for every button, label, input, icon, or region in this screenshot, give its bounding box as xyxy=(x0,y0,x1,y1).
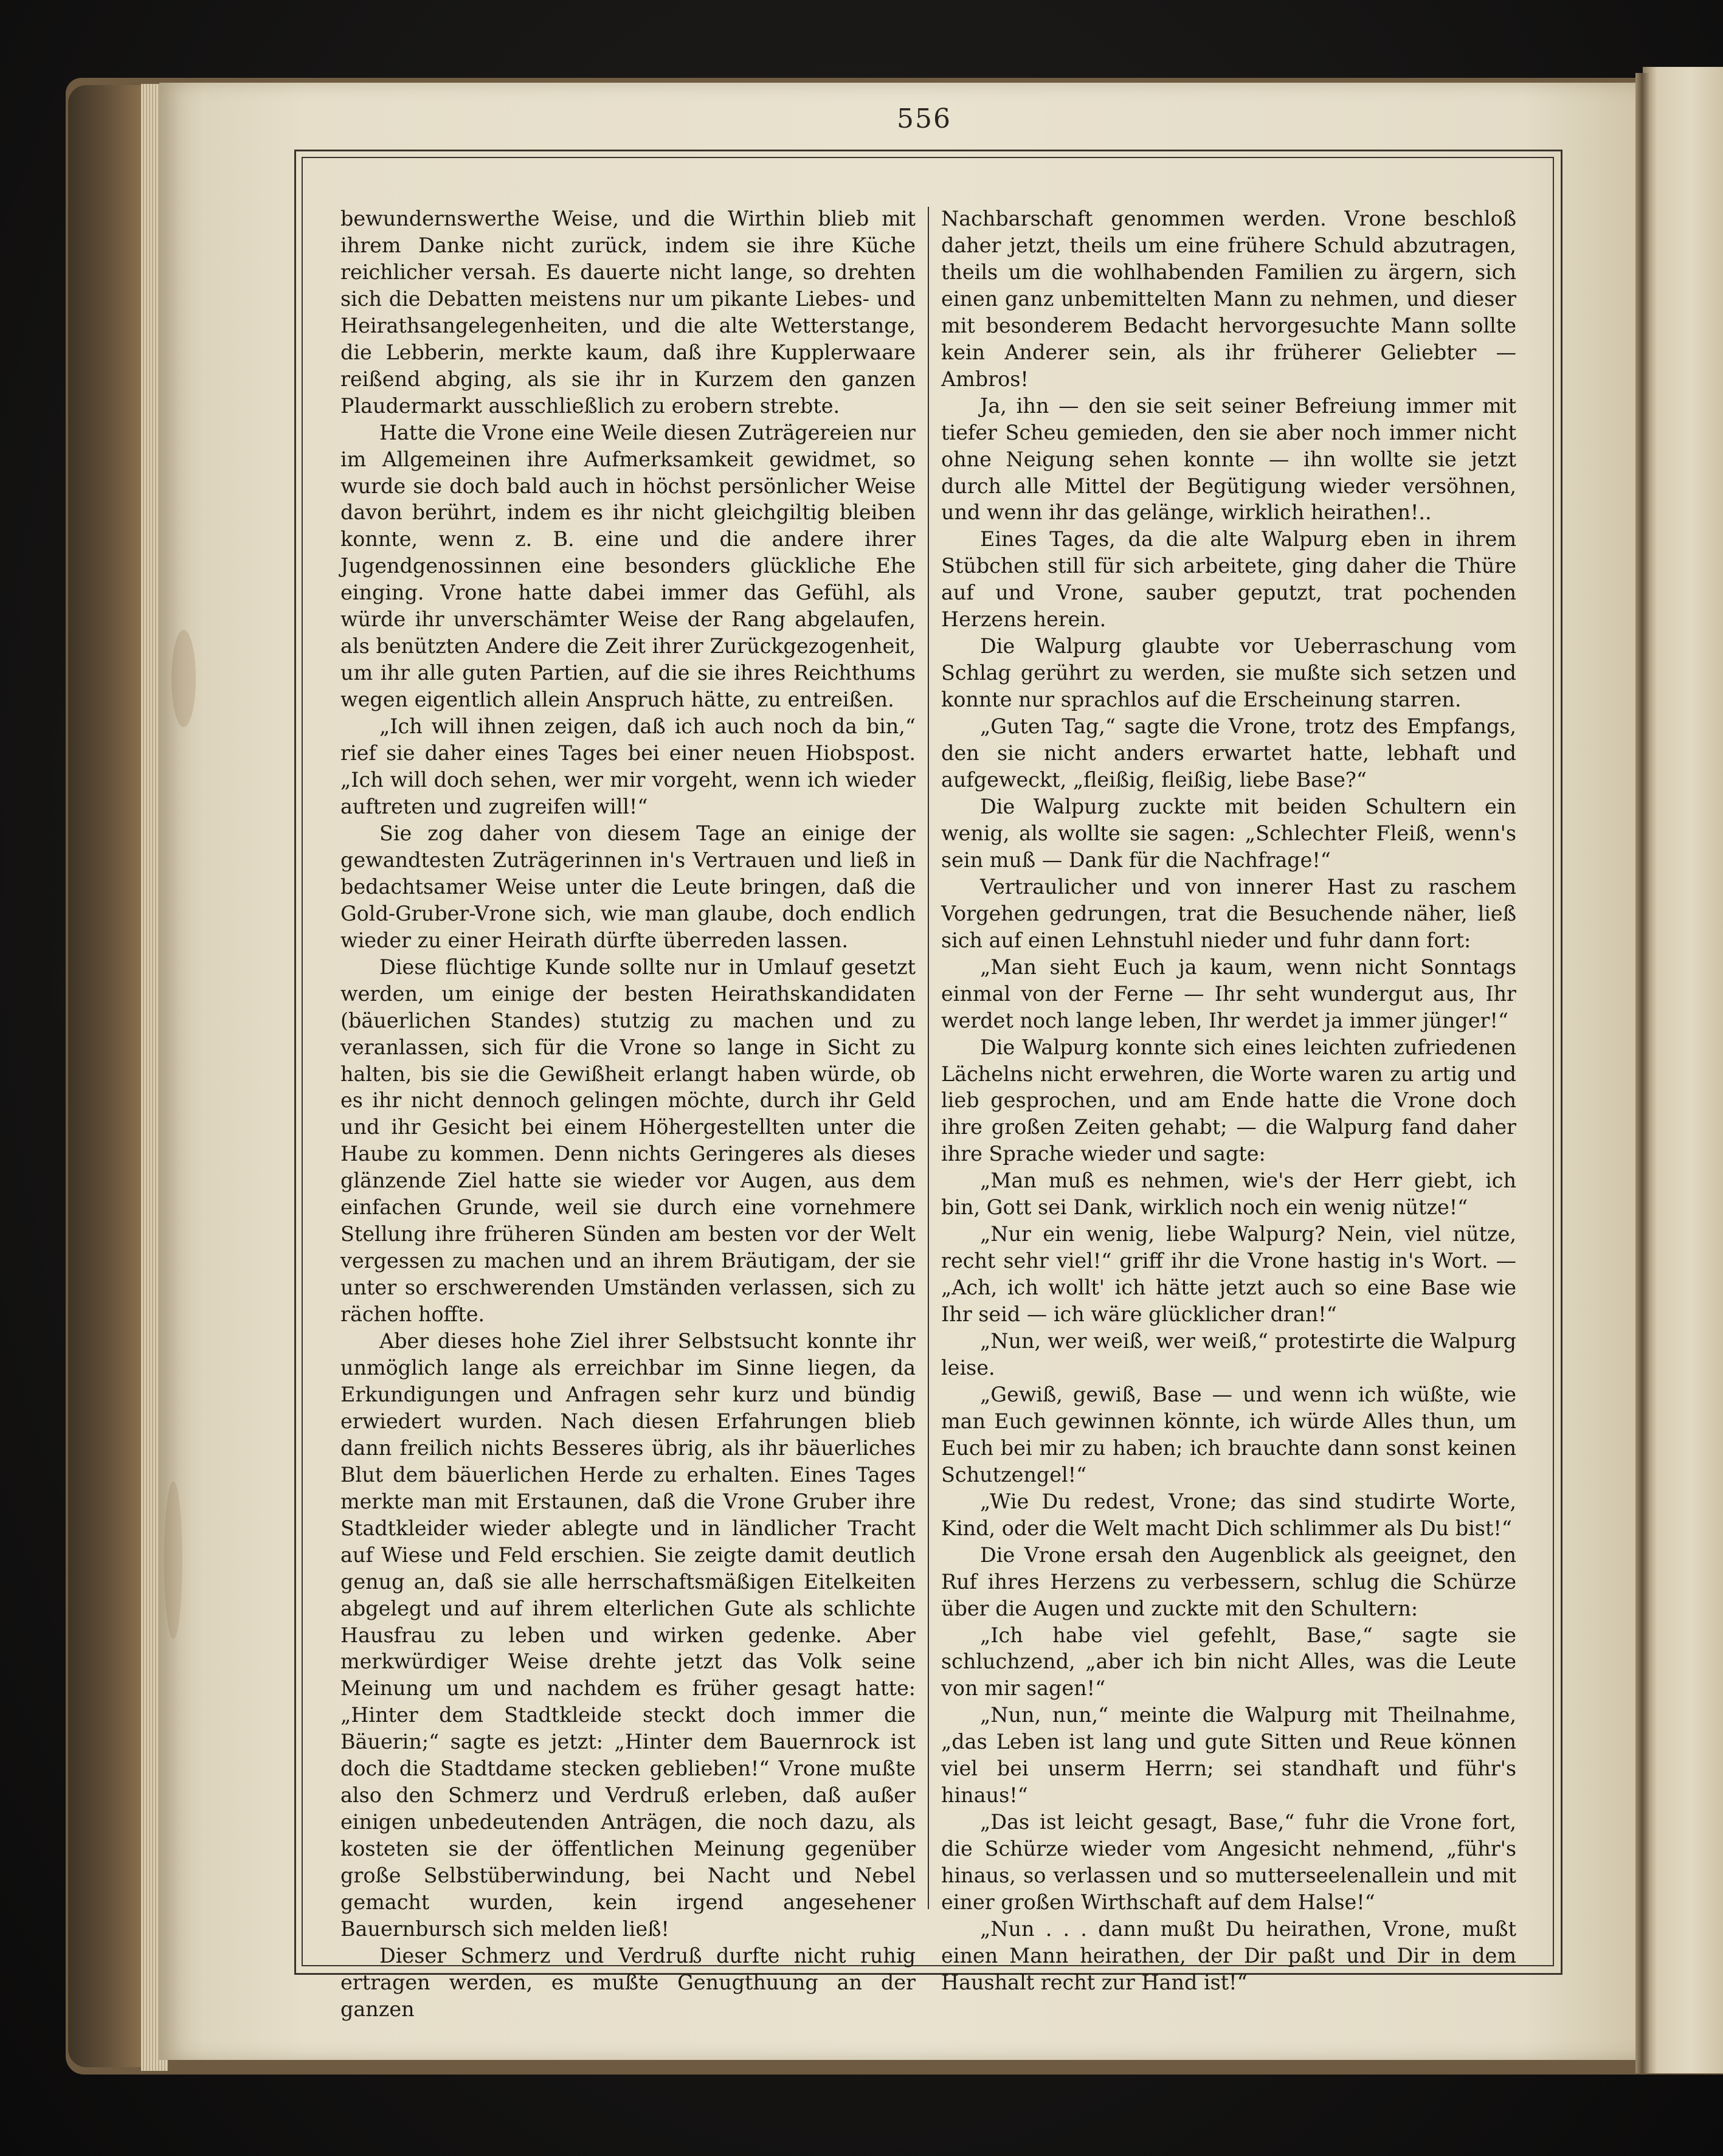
paragraph: Eines Tages, da die alte Walpurg eben in ihrem Stübchen still für sich arbeitete, ging daher die Thüre auf und Vrone, sauber geputzt, trat pochenden Herzens herein. xyxy=(941,527,1516,632)
page-number: 556 xyxy=(897,103,951,134)
paragraph: Die Walpurg zuckte mit beiden Schultern ein wenig, als wollte sie sagen: „Schlechter Fleiß, wenn's sein muß — Dank für die Nachfrage!“ xyxy=(941,794,1516,872)
paragraph: „Wie Du redest, Vrone; das sind studirte Worte, Kind, oder die Welt macht Dich schlimmer als Du bist!“ xyxy=(941,1489,1516,1540)
paragraph: Sie zog daher von diesem Tage an einige der gewandtesten Zuträgerinnen in's Vertrauen und ließ in bedachtsamer Weise unter die Leute bringen, daß die Gold-Gruber-Vrone sich, wie man glaube, doch endlich wieder zu einer Heirath dürfte überreden lassen. xyxy=(340,821,916,952)
paragraph: Diese flüchtige Kunde sollte nur in Umlauf gesetzt werden, um einige der besten Heirathskandidaten (bäuerlichen Standes) stutzig zu machen und zu veranlassen, sich für die Vrone so lange in Sicht zu halten, bis sie die Gewißheit erlangt haben würde, ob es ihr nicht dennoch gelingen möchte, durch ihr Geld und ihr Gesicht bei einem Höhergestellten unter die Haube zu kommen. Denn nichts Geringeres als dieses glänzende Ziel hatte sie wieder vor Augen, aus dem einfachen Grunde, weil sie durch eine vornehmere Stellung ihre früheren Sünden am besten vor der Welt vergessen zu machen und an ihrem Bräutigam, der sie unter so erschwerenden Umständen verlassen, sich zu rächen hoffte. xyxy=(340,955,916,1327)
paragraph: Die Walpurg glaubte vor Ueberraschung vom Schlag gerührt zu werden, sie mußte sich setzen und konnte nur sprachlos auf die Erscheinung starren. xyxy=(941,634,1516,712)
page-gutter xyxy=(1635,73,1649,2073)
paragraph: „Ich habe viel gefehlt, Base,“ sagte sie schluchzend, „aber ich bin nicht Alles, was die Leute von mir sagen!“ xyxy=(941,1623,1516,1701)
paragraph: „Man muß es nehmen, wie's der Herr giebt, ich bin, Gott sei Dank, wirklich noch ein wenig nütze!“ xyxy=(941,1169,1516,1220)
paragraph: Dieser Schmerz und Verdruß durfte nicht ruhig ertragen werden, es mußte Genugthuung an der ganzen xyxy=(340,1943,916,2021)
paragraph: „Nur ein wenig, liebe Walpurg? Nein, viel nütze, recht sehr viel!“ griff ihr die Vrone hastig in's Wort. — „Ach, ich wollt' ich hätte jetzt auch so eine Base wie Ihr seid — ich wäre glücklicher dran!“ xyxy=(941,1222,1516,1327)
paragraph: „Guten Tag,“ sagte die Vrone, trotz des Empfangs, den sie nicht anders erwartet hatte, lebhaft und aufgeweckt, „fleißig, fleißig, liebe Base?“ xyxy=(941,714,1516,792)
paragraph: „Man sieht Euch ja kaum, wenn nicht Sonntags einmal von der Ferne — Ihr seht wundergut aus, Ihr werdet noch lange leben, Ihr werdet ja immer jünger!“ xyxy=(941,955,1516,1032)
paragraph: Die Vrone ersah den Augenblick als geeignet, den Ruf ihres Herzens zu verbessern, schlug die Schürze über die Augen und zuckte mit den Schultern: xyxy=(941,1543,1516,1620)
paragraph: Hatte die Vrone eine Weile diesen Zuträgereien nur im Allgemeinen ihre Aufmerksamkeit gewidmet, so wurde sie doch bald auch in höchst persönlicher Weise davon berührt, indem es ihr nicht gleichgiltig bleiben konnte, wenn z. B. eine und die andere ihrer Jugendgenossinnen eine besonders glückliche Ehe einging. Vrone hatte dabei immer das Gefühl, als würde ihr unverschämter Weise der Rang abgelaufen, als benützten Andere die Zeit ihrer Zurückgezogenheit, um ihr alle guten Partien, auf die sie ihres Reichthums wegen eigentlich allein Anspruch hätte, zu entreißen. xyxy=(340,420,916,712)
paragraph: „Nun, nun,“ meinte die Walpurg mit Theilnahme, „das Leben ist lang und gute Sitten und Reue können viel bei unserm Herrn; sei standhaft und führ's hinaus!“ xyxy=(941,1703,1516,1808)
paragraph: „Gewiß, gewiß, Base — und wenn ich wüßte, wie man Euch gewinnen könnte, ich würde Alles thun, um Euch bei mir zu haben; ich brauchte dann sonst keinen Schutzengel!“ xyxy=(941,1382,1516,1487)
paragraph: Aber dieses hohe Ziel ihrer Selbstsucht konnte ihr unmöglich lange als erreichbar im Sinne liegen, da Erkundigungen und Anfragen sehr kurz und bündig erwiedert wurden. Nach diesen Erfahrungen blieb dann freilich nichts Besseres übrig, als ihr bäuerliches Blut dem bäuerlichen Herde zu erhalten. Eines Tages merkte man mit Erstaunen, daß die Vrone Gruber ihre Stadtkleider wieder ablegte und in ländlicher Tracht auf Wiese und Feld erschien. Sie zeigte damit deutlich genug an, daß sie alle herrschaftsmäßigen Eitelkeiten abgelegt und auf ihrem elterlichen Gute als schlichte Hausfrau zu leben und wirken gedenke. Aber merkwürdiger Weise drehte jetzt das Volk seine Meinung um und nachdem es früher gesagt hatte: „Hinter dem Stadtkleide steckt doch immer die Bäuerin;“ sagte es jetzt: „Hinter dem Bauernrock ist doch die Stadtdame stecken geblieben!“ Vrone mußte also den Schmerz und Verdruß erleben, daß außer einigen unbedeutenden Anträgen, die noch dazu, als kosteten sie der öffentlichen Meinung gegenüber große Selbstüberwindung, bei Nacht und Nebel gemacht wurden, kein irgend angesehener Bauernbursch sich melden ließ! xyxy=(340,1329,916,1941)
paragraph: „Ich will ihnen zeigen, daß ich auch noch da bin,“ rief sie daher eines Tages bei einer neuen Hiobspost. „Ich will doch sehen, wer mir vorgeht, wenn ich wieder auftreten und zugreifen will!“ xyxy=(340,714,916,818)
paper-stain xyxy=(164,1481,182,1639)
paragraph: Nachbarschaft genommen werden. Vrone beschloß daher jetzt, theils um eine frühere Schuld abzutragen, theils um die wohlhabenden Familien zu ärgern, sich einen ganz unbemittelten Mann zu nehmen, und dieser mit besonderem Bedacht hervorgesuchte Mann sollte kein Anderer sein, als ihr früherer Geliebter — Ambros! xyxy=(941,207,1516,391)
paragraph: „Nun . . . dann mußt Du heirathen, Vrone, mußt einen Mann heirathen, der Dir paßt und Dir in dem Haushalt recht zur Hand ist!“ xyxy=(941,1917,1516,1994)
paragraph: Vertraulicher und von innerer Hast zu raschem Vorgehen gedrungen, trat die Besuchende näher, ließ sich auf einen Lehnstuhl nieder und fuhr dann fort: xyxy=(941,874,1516,952)
text-column-left xyxy=(340,206,916,2023)
text-column-right xyxy=(941,206,1516,1996)
paragraph: Ja, ihn — den sie seit seiner Befreiung immer mit tiefer Scheu gemieden, den sie aber noch immer nicht ohne Neigung sehen konnte — ihn wollte sie jetzt durch alle Mittel der Begütigung wieder versöhnen, und wenn ihr das gelänge, wirklich heirathen!.. xyxy=(941,393,1516,525)
paragraph: „Das ist leicht gesagt, Base,“ fuhr die Vrone fort, die Schürze wieder vom Angesicht nehmend, „führ's hinaus, so verlassen und so mutterseelenallein und mit einer großen Wirthschaft auf dem Halse!“ xyxy=(941,1810,1516,1915)
facing-page-edge xyxy=(1643,67,1723,2073)
paragraph: Die Walpurg konnte sich eines leichten zufriedenen Lächelns nicht erwehren, die Worte waren zu artig und lieb gesprochen, und am Ende hatte die Vrone doch ihre großen Zeiten gehabt; — die Walpurg fand daher ihre Sprache wieder und sagte: xyxy=(941,1035,1516,1166)
column-divider xyxy=(928,207,929,1909)
paragraph: bewundernswerthe Weise, und die Wirthin blieb mit ihrem Danke nicht zurück, indem sie ihre Küche reichlicher versah. Es dauerte nicht lange, so drehten sich die Debatten meistens nur um pikante Liebes- und Heirathsangelegenheiten, und die alte Wetterstange, die Lebberin, merkte kaum, daß ihre Kupplerwaare reißend abging, als sie ihr in Kurzem den ganzen Plaudermarkt ausschließlich zu erobern strebte. xyxy=(340,207,916,418)
paper-stain xyxy=(171,630,196,727)
paragraph: „Nun, wer weiß, wer weiß,“ protestirte die Walpurg leise. xyxy=(941,1329,1516,1380)
